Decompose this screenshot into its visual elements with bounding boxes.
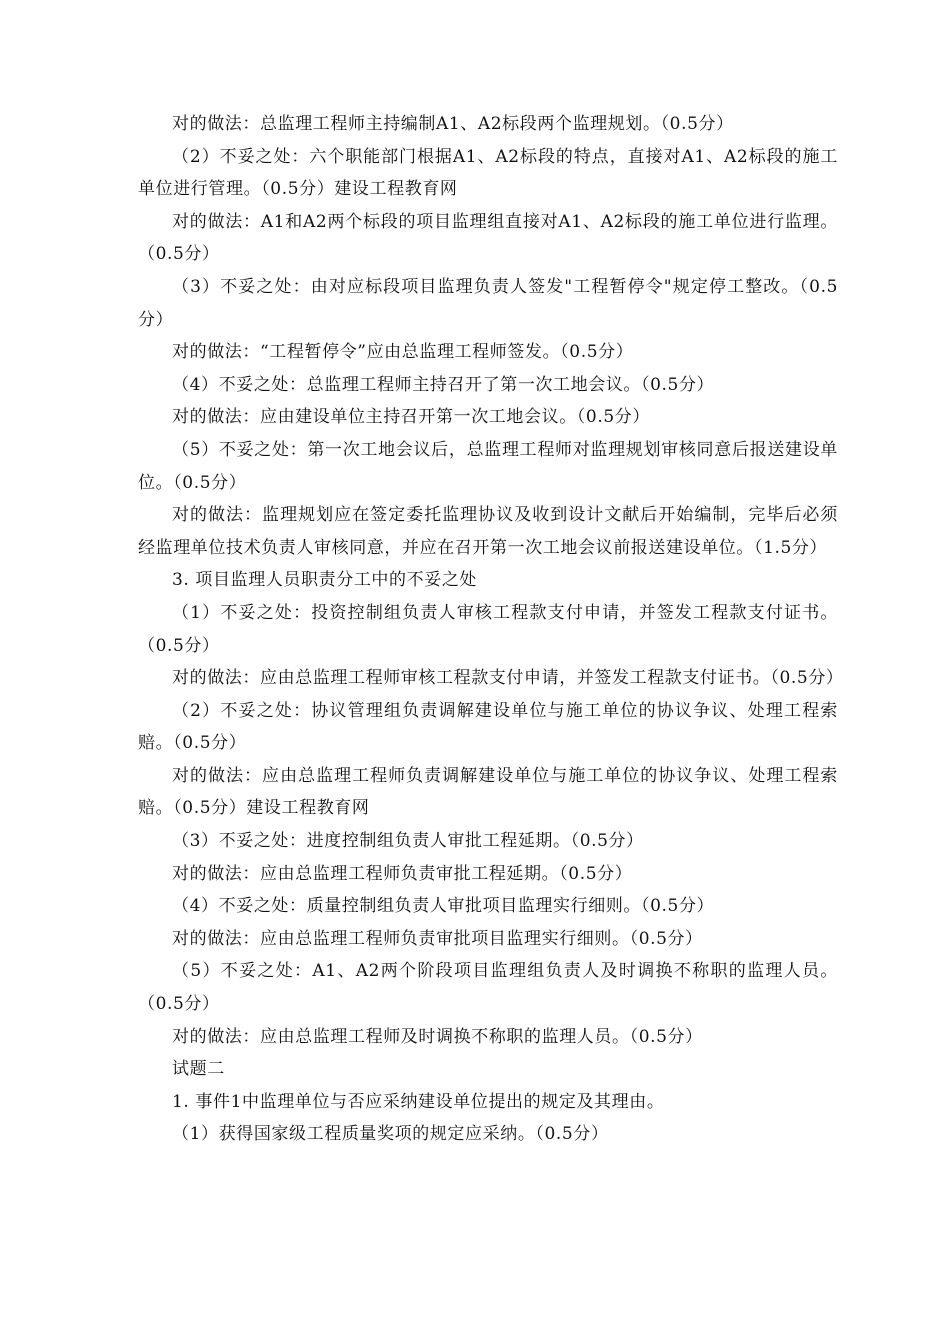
paragraph: 对的做法：“工程暂停令”应由总监理工程师签发。（0.5分） xyxy=(172,342,634,363)
paragraph: （1）获得国家级工程质量奖项的规定应采纳。（0.5分） xyxy=(172,1124,609,1145)
paragraph: 对的做法：监理规划应在签定委托监理协议及收到设计文献后开始编制，完毕后必须经监理单位技术负责人审核同意，并应在召开第一次工地会议前报送建设单位。（1.5分） xyxy=(138,505,838,558)
paragraph: 对的做法：应由总监理工程师负责调解建设单位与施工单位的协议争议、处理工程索赔。（0.5分）建设工程教育网 xyxy=(138,765,838,819)
paragraph: （2）不妥之处：协议管理组负责调解建设单位与施工单位的协议争议、处理工程索赔。（0.5分） xyxy=(138,700,838,754)
section-heading: 1. 事件1中监理单位与否应采纳建设单位提出的规定及其理由。 xyxy=(172,1091,665,1112)
paragraph: （4）不妥之处：总监理工程师主持召开了第一次工地会议。（0.5分） xyxy=(172,374,715,395)
paragraph: （4）不妥之处：质量控制组负责人审批项目监理实行细则。（0.5分） xyxy=(172,896,715,917)
paragraph: 对的做法：应由总监理工程师负责审批项目监理实行细则。（0.5分） xyxy=(172,928,703,949)
paragraph: （3）不妥之处：由对应标段项目监理负责人签发"工程暂停令"规定停工整改。（0.5分） xyxy=(138,276,838,330)
section-heading: 试题二 xyxy=(172,1059,225,1080)
paragraph: 对的做法：总监理工程师主持编制A1、A2标段两个监理规划。（0.5分） xyxy=(172,114,734,134)
paragraph: （5）不妥之处：第一次工地会议后，总监理工程师对监理规划审核同意后报送建设单位。（0.5分） xyxy=(138,439,838,493)
paragraph: 对的做法：应由总监理工程师及时调换不称职的监理人员。（0.5分） xyxy=(172,1026,703,1047)
paragraph: （3）不妥之处：进度控制组负责人审批工程延期。（0.5分） xyxy=(172,831,644,852)
paragraph: 对的做法：应由总监理工程师审核工程款支付申请，并签发工程款支付证书。（0.5分） xyxy=(172,668,844,689)
paragraph: （5）不妥之处：A1、A2两个阶段项目监理组负责人及时调换不称职的监理人员。（0.5分） xyxy=(138,961,838,1015)
paragraph: 对的做法：应由建设单位主持召开第一次工地会议。（0.5分） xyxy=(172,407,650,428)
document-body xyxy=(138,108,844,1151)
paragraph: （2）不妥之处：六个职能部门根据A1、A2标段的特点，直接对A1、A2标段的施工单位进行管理。（0.5分）建设工程教育网 xyxy=(138,146,838,200)
section-heading: 3. 项目监理人员职责分工中的不妥之处 xyxy=(172,570,478,591)
paragraph: 对的做法：应由总监理工程师负责审批工程延期。（0.5分） xyxy=(172,863,633,884)
paragraph: 对的做法：A1和A2两个标段的项目监理组直接对A1、A2标段的施工单位进行监理。（0.5分） xyxy=(138,211,838,265)
paragraph: （1）不妥之处：投资控制组负责人审核工程款支付申请，并签发工程款支付证书。（0.5分） xyxy=(138,602,838,656)
